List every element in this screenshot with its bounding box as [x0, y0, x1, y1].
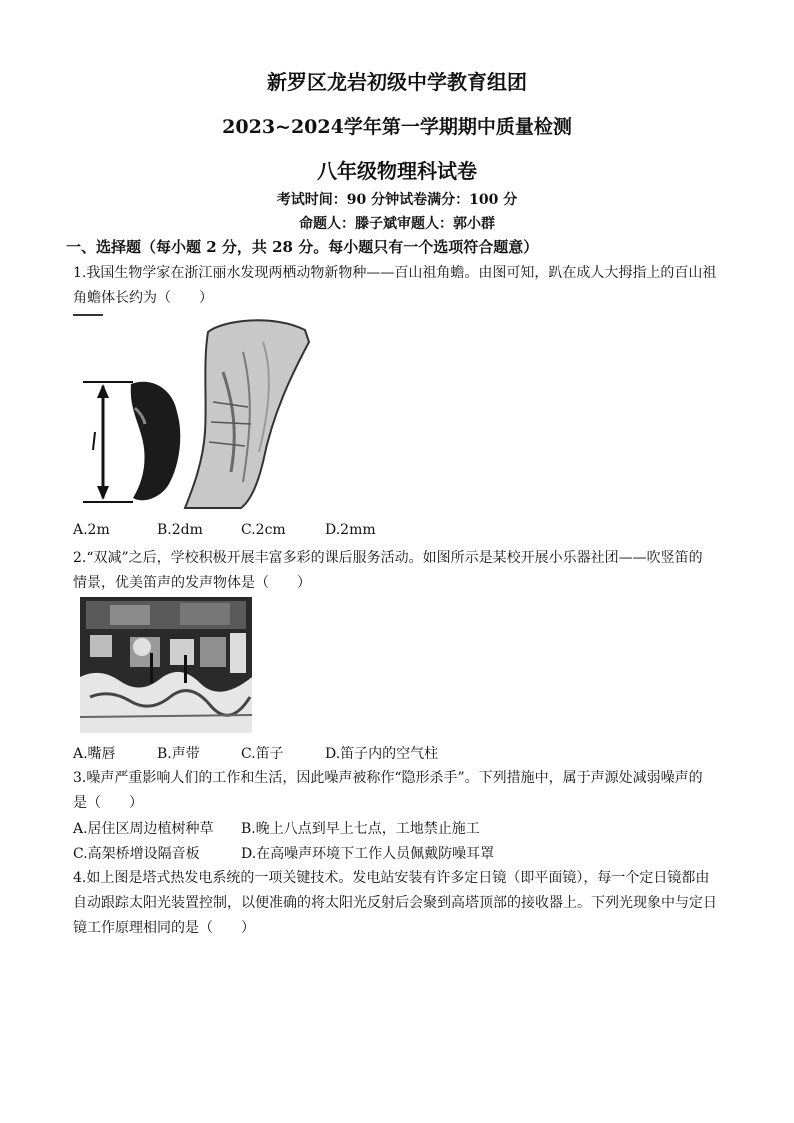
- q2-option-c: C.笛子: [241, 746, 284, 762]
- q3-option-b: B.晚上八点到早上七点，工地禁止施工: [241, 821, 480, 837]
- section-heading: 一、选择题（每小题 2 分，共 28 分。每小题只有一个选项符合题意）: [66, 238, 539, 256]
- q4-text-line1: 4.如上图是塔式热发电系统的一项关键技术。发电站安装有许多定日镜（即平面镜），每一个定日镜都由: [73, 870, 710, 886]
- school-name: 新罗区龙岩初级中学教育组团: [267, 70, 527, 94]
- q2-flute-photo: [80, 597, 252, 733]
- q3-option-c: C.高架桥增设隔音板: [73, 846, 200, 862]
- q3-text-line1: 3.噪声严重影响人们的工作和生活，因此噪声被称作“隐形杀手”。下列措施中，属于声源处减弱噪声的: [73, 770, 703, 786]
- q4-text-line2: 自动跟踪太阳光装置控制，以便准确的将太阳光反射后会聚到高塔顶部的接收器上。下列光现象中与定日: [73, 895, 717, 911]
- q3-text-line2: 是（ ）: [73, 795, 143, 811]
- q1-option-d: D.2mm: [325, 522, 376, 538]
- q2-option-d: D.笛子内的空气柱: [325, 746, 439, 762]
- q1-text-line1: 1.我国生物学家在浙江丽水发现两栖动物新物种——百山祖角蟾。由图可知，趴在成人大拇指上的百山祖: [73, 265, 717, 281]
- exam-time-info: 考试时间：90 分钟试卷满分：100 分: [276, 192, 518, 208]
- q3-option-a: A.居住区周边植树种草: [73, 821, 214, 837]
- q2-option-b: B.声带: [157, 746, 200, 762]
- q1-toad-figure: [73, 312, 313, 512]
- exam-term: 2023~2024学年第一学期期中质量检测: [222, 116, 572, 138]
- paper-title: 八年级物理科试卷: [317, 159, 477, 183]
- q1-option-a: A.2m: [73, 522, 110, 538]
- q1-text-line2: 角蟾体长约为（ ）: [73, 290, 213, 306]
- q1-option-b: B.2dm: [157, 522, 203, 538]
- q3-option-d: D.在高噪声环境下工作人员佩戴防噪耳罩: [241, 846, 495, 862]
- q4-text-line3: 镜工作原理相同的是（ ）: [73, 920, 255, 936]
- exam-authors: 命题人：滕子斌审题人：郭小群: [299, 216, 495, 232]
- q2-text-line1: 2.“双减”之后，学校积极开展丰富多彩的课后服务活动。如图所示是某校开展小乐器社团——吹竖笛的: [73, 550, 703, 566]
- q2-text-line2: 情景，优美笛声的发声物体是（ ）: [73, 575, 311, 591]
- q2-option-a: A.嘴唇: [73, 746, 116, 762]
- q1-option-c: C.2cm: [241, 522, 286, 538]
